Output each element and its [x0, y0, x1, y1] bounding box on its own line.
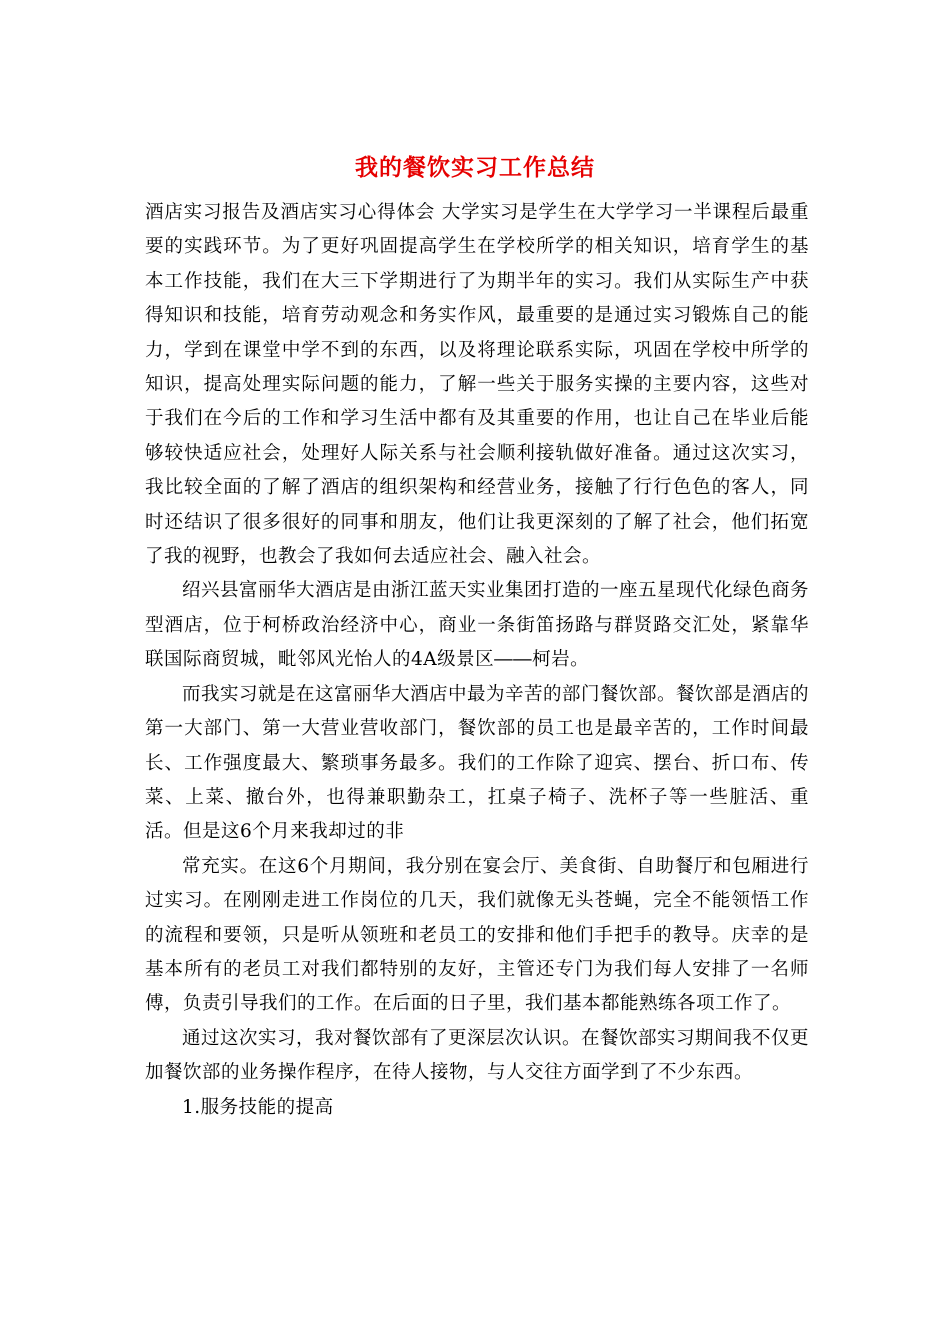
paragraph-5: 通过这次实习，我对餐饮部有了更深层次认识。在餐饮部实习期间我不仅更加餐饮部的业务操作程序，在待人接物，与人交往方面学到了不少东西。: [145, 1027, 810, 1084]
paragraph-3: 而我实习就是在这富丽华大酒店中最为辛苦的部门餐饮部。餐饮部是酒店的第一大部门、第一大营业营收部门，餐饮部的员工也是最辛苦的，工作时间最长、工作强度最大、繁琐事务最多。我们的工作除了迎宾、摆台、折口布、传菜、上菜、撤台外，也得兼职勤杂工，扛桌子椅子、洗杯子等一些脏活、重活。但是这6个月来我却过的非: [145, 683, 810, 843]
document-body: [145, 196, 809, 1125]
paragraph-2: 绍兴县富丽华大酒店是由浙江蓝天实业集团打造的一座五星现代化绿色商务型酒店，位于柯桥政治经济中心，商业一条街笛扬路与群贤路交汇处，紧靠华联国际商贸城，毗邻风光怡人的4A级景区――柯岩。: [145, 580, 810, 671]
section-heading: 1.服务技能的提高: [182, 1096, 334, 1118]
paragraph-4: 常充实。在这6个月期间，我分别在宴会厅、美食街、自助餐厅和包厢进行过实习。在刚刚走进工作岗位的几天，我们就像无头苍蝇，完全不能领悟工作的流程和要领，只是听从领班和老员工的安排和他们手把手的教导。庆幸的是基本所有的老员工对我们都特别的友好，主管还专门为我们每人安排了一名师傅，负责引导我们的工作。在后面的日子里，我们基本都能熟练各项工作了。: [145, 855, 809, 1015]
paragraph-1: 酒店实习报告及酒店实习心得体会 大学实习是学生在大学学习一半课程后最重要的实践环节。为了更好巩固提高学生在学校所学的相关知识，培育学生的基本工作技能，我们在大三下学期进行了为期半年的实习。我们从实际生产中获得知识和技能，培育劳动观念和务实作风，最重要的是通过实习锻炼自己的能力，学到在课堂中学不到的东西，以及将理论联系实际，巩固在学校中所学的知识，提高处理实际问题的能力，了解一些关于服务实操的主要内容，这些对于我们在今后的工作和学习生活中都有及其重要的作用，也让自己在毕业后能够较快适应社会，处理好人际关系与社会顺利接轨做好准备。通过这次实习，我比较全面的了解了酒店的组织架构和经营业务，接触了行行色色的客人，同时还结识了很多很好的同事和朋友，他们让我更深刻的了解了社会，他们拓宽了我的视野，也教会了我如何去适应社会、融入社会。: [145, 202, 809, 568]
document-title: 我的餐饮实习工作总结: [355, 154, 595, 181]
